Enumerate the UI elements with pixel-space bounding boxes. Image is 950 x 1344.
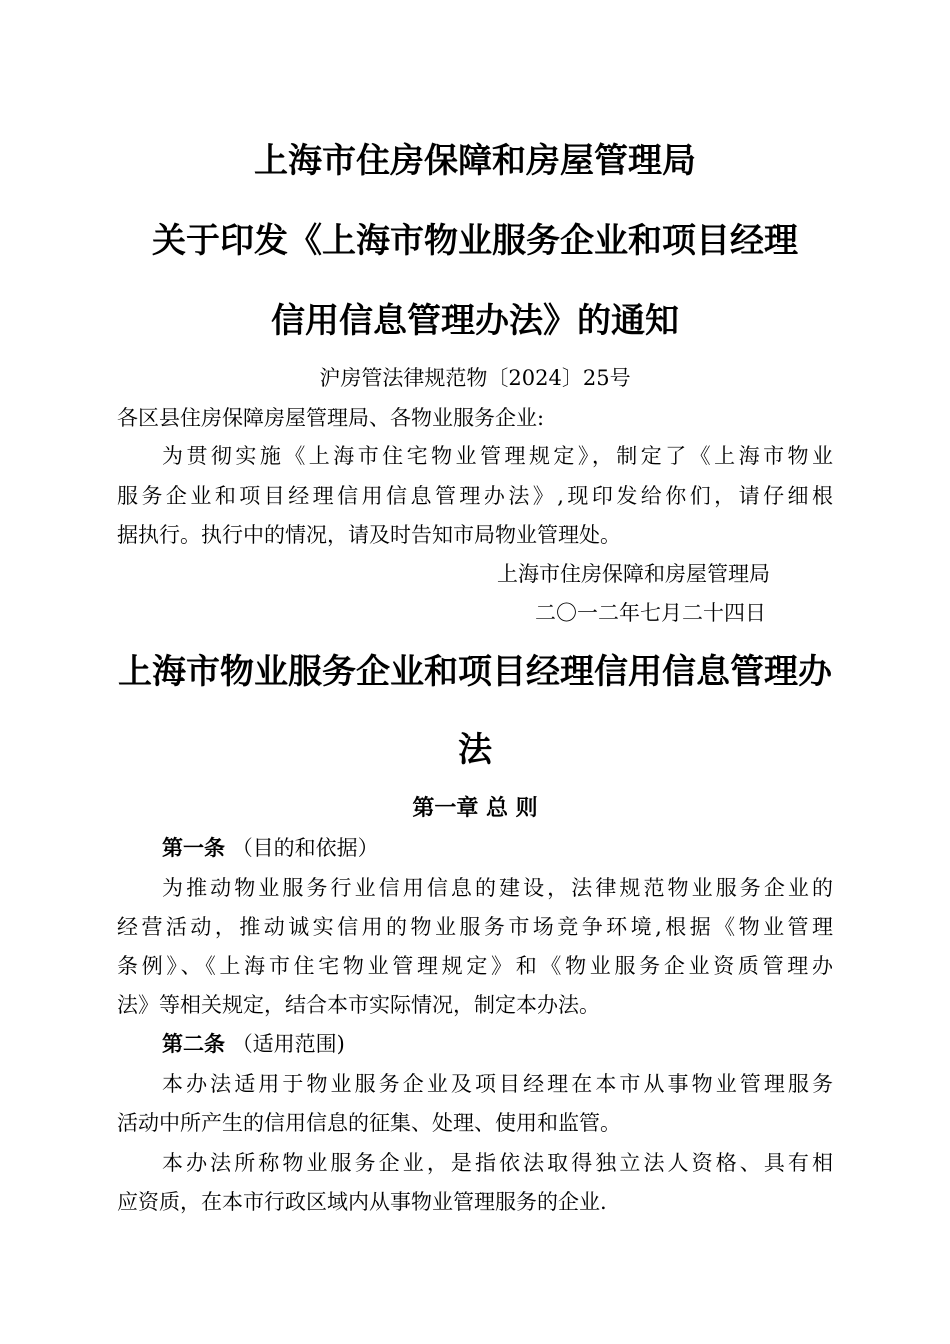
article-text-line: 为推动物业服务行业信用信息的建设，法律规范物业服务企业的: [162, 876, 833, 900]
addressee: 各区县住房保障房屋管理局、各物业服务企业:: [117, 406, 545, 430]
chapter-heading: 第一章 总 则: [412, 796, 538, 821]
article-text-line: 法》等相关规定，结合本市实际情况，制定本办法。: [117, 993, 600, 1017]
article-subject: （适用范围): [231, 1032, 345, 1056]
notice-title-line-2: 关于印发《上海市物业服务企业和项目经理: [152, 221, 798, 261]
article-text-line: 条例》、《上海市住宅物业管理规定》和《物业服务企业资质管理办: [117, 954, 833, 978]
issue-date: 二〇一二年七月二十四日: [535, 601, 766, 625]
document-number: 沪房管法律规范物〔2024〕25号: [319, 366, 631, 390]
signature: 上海市住房保障和房屋管理局: [497, 562, 770, 586]
article-label: 第一条: [162, 836, 225, 860]
article-text-line: 本办法适用于物业服务企业及项目经理在本市从事物业管理服务: [162, 1072, 833, 1096]
article-text-line: 活动中所产生的信用信息的征集、处理、使用和监管。: [117, 1111, 621, 1135]
notice-body-line: 为贯彻实施《上海市住宅物业管理规定》，制定了《上海市物业: [162, 444, 833, 468]
article-1-heading: [162, 833, 379, 863]
notice-body-line: 服务企业和项目经理信用信息管理办法》,现印发给你们，请仔细根: [117, 484, 833, 508]
notice-title-line-3: 信用信息管理办法》的通知: [271, 301, 679, 341]
measures-title-line-1: 上海市物业服务企业和项目经理信用信息管理办: [118, 652, 832, 692]
notice-title-line-1: 上海市住房保障和房屋管理局: [254, 141, 696, 181]
article-2-heading: [162, 1029, 345, 1059]
article-text-line: 经营活动，推动诚实信用的物业服务市场竞争环境,根据《物业管理: [117, 915, 833, 939]
article-subject: （目的和依据）: [231, 836, 379, 860]
article-label: 第二条: [162, 1032, 225, 1056]
article-text-line: 应资质，在本市行政区域内从事物业管理服务的企业.: [117, 1190, 607, 1214]
measures-title-line-2: 法: [458, 730, 492, 770]
article-text-line: 本办法所称物业服务企业，是指依法取得独立法人资格、具有相: [162, 1151, 833, 1175]
notice-body-line: 据执行。执行中的情况，请及时告知市局物业管理处。: [117, 523, 621, 547]
